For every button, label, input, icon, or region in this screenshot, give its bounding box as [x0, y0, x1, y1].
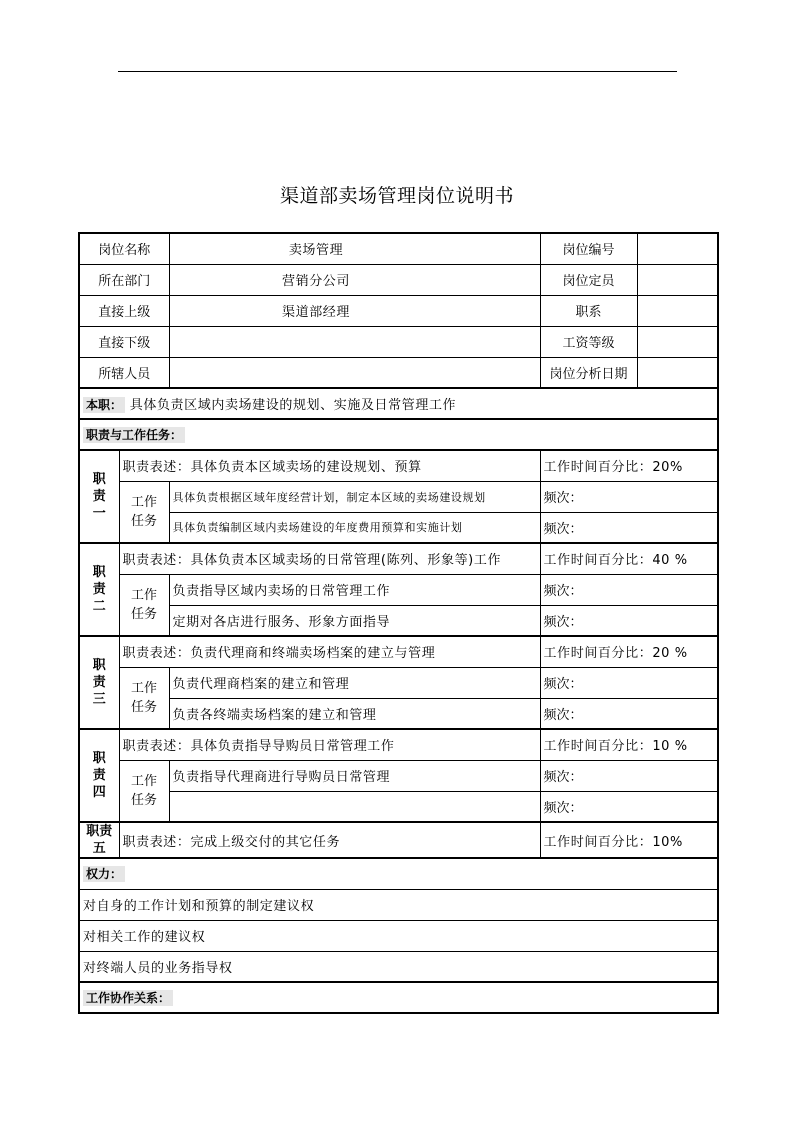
main-duty-row — [79, 388, 718, 419]
duty-time-percent: 工作时间百分比：20% — [540, 450, 718, 481]
authority-row — [79, 920, 718, 951]
duty-desc-row — [79, 543, 718, 574]
duty-desc-row — [79, 729, 718, 760]
subordinate-value — [169, 326, 540, 357]
task-item: 负责指导代理商进行导购员日常管理 — [169, 760, 540, 791]
position-name-value: 卖场管理 — [169, 233, 540, 264]
department-value: 营销分公司 — [169, 264, 540, 295]
staff-label: 所辖人员 — [79, 357, 169, 388]
authority-item: 对终端人员的业务指导权 — [79, 951, 718, 982]
salary-grade-label: 工资等级 — [540, 326, 637, 357]
duty-desc-row — [79, 450, 718, 481]
main-duty-cell — [79, 388, 718, 419]
duty-task-row — [79, 667, 718, 698]
info-row — [79, 264, 718, 295]
duty-task-row — [79, 605, 718, 636]
duty-desc: 职责表述：具体负责本区域卖场的日常管理(陈列、形象等)工作 — [119, 543, 540, 574]
subordinate-label: 直接下级 — [79, 326, 169, 357]
duties-section-cell — [79, 419, 718, 450]
main-duty-text: 具体负责区域内卖场建设的规划、实施及日常管理工作 — [129, 398, 457, 413]
task-label: 工作 任务 — [119, 481, 169, 543]
authority-row — [79, 889, 718, 920]
duty-desc: 职责表述：具体负责本区域卖场的建设规划、预算 — [119, 450, 540, 481]
duty-name: 职 责 三 — [79, 636, 119, 729]
duty-name: 职 责 四 — [79, 729, 119, 822]
duty-desc-row — [79, 636, 718, 667]
info-row — [79, 357, 718, 388]
duty-task-row — [79, 481, 718, 512]
duty-task-row — [79, 760, 718, 791]
authority-row — [79, 951, 718, 982]
position-name-label: 岗位名称 — [79, 233, 169, 264]
duty-task-row — [79, 698, 718, 729]
authority-header-row — [79, 858, 718, 889]
task-frequency: 频次： — [540, 698, 718, 729]
header-rule — [118, 71, 677, 72]
cooperation-label: 工作协作关系： — [83, 990, 173, 1006]
task-item — [169, 791, 540, 822]
duty-task-row — [79, 512, 718, 543]
duty-desc: 职责表述：具体负责指导导购员日常管理工作 — [119, 729, 540, 760]
job-family-label: 职系 — [540, 295, 637, 326]
task-item: 具体负责根据区域年度经营计划，制定本区域的卖场建设规划 — [169, 481, 540, 512]
task-item: 负责代理商档案的建立和管理 — [169, 667, 540, 698]
duties-section-row — [79, 419, 718, 450]
position-no-value — [637, 233, 718, 264]
authority-label: 权力： — [83, 866, 125, 882]
duty-time-percent: 工作时间百分比：40 % — [540, 543, 718, 574]
department-label: 所在部门 — [79, 264, 169, 295]
info-row — [79, 233, 718, 264]
headcount-label: 岗位定员 — [540, 264, 637, 295]
task-item: 定期对各店进行服务、形象方面指导 — [169, 605, 540, 636]
headcount-value — [637, 264, 718, 295]
task-label: 工作 任务 — [119, 574, 169, 636]
task-frequency: 频次： — [540, 605, 718, 636]
task-frequency: 频次： — [540, 574, 718, 605]
salary-grade-value — [637, 326, 718, 357]
duties-section-label: 职责与工作任务： — [83, 427, 185, 443]
duty-desc: 职责表述：负责代理商和终端卖场档案的建立与管理 — [119, 636, 540, 667]
cooperation-header-row — [79, 982, 718, 1013]
duty-desc: 职责表述：完成上级交付的其它任务 — [119, 822, 540, 858]
superior-label: 直接上级 — [79, 295, 169, 326]
main-duty-label: 本职： — [83, 397, 125, 413]
duty-task-row — [79, 574, 718, 605]
authority-item: 对自身的工作计划和预算的制定建议权 — [79, 889, 718, 920]
position-no-label: 岗位编号 — [540, 233, 637, 264]
analysis-date-value — [637, 357, 718, 388]
duty-name: 职责 五 — [79, 822, 119, 858]
task-frequency: 频次： — [540, 481, 718, 512]
task-frequency: 频次： — [540, 667, 718, 698]
task-label: 工作 任务 — [119, 760, 169, 822]
page-title: 渠道部卖场管理岗位说明书 — [279, 185, 514, 207]
duty-name: 职 责 一 — [79, 450, 119, 543]
duty-time-percent: 工作时间百分比：10% — [540, 822, 718, 858]
job-family-value — [637, 295, 718, 326]
analysis-date-label: 岗位分析日期 — [540, 357, 637, 388]
duty-time-percent: 工作时间百分比：20 % — [540, 636, 718, 667]
duty-desc-row — [79, 822, 718, 858]
task-frequency: 频次： — [540, 760, 718, 791]
task-frequency: 频次： — [540, 512, 718, 543]
info-row — [79, 295, 718, 326]
authority-item: 对相关工作的建议权 — [79, 920, 718, 951]
task-item: 负责指导区域内卖场的日常管理工作 — [169, 574, 540, 605]
duty-name: 职 责 二 — [79, 543, 119, 636]
task-frequency: 频次： — [540, 791, 718, 822]
duty-task-row — [79, 791, 718, 822]
staff-value — [169, 357, 540, 388]
superior-value: 渠道部经理 — [169, 295, 540, 326]
task-label: 工作 任务 — [119, 667, 169, 729]
task-item: 具体负责编制区域内卖场建设的年度费用预算和实施计划 — [169, 512, 540, 543]
authority-header-cell — [79, 858, 718, 889]
cooperation-header-cell — [79, 982, 718, 1013]
info-row — [79, 326, 718, 357]
task-item: 负责各终端卖场档案的建立和管理 — [169, 698, 540, 729]
duty-time-percent: 工作时间百分比：10 % — [540, 729, 718, 760]
job-description-table — [78, 232, 719, 1014]
